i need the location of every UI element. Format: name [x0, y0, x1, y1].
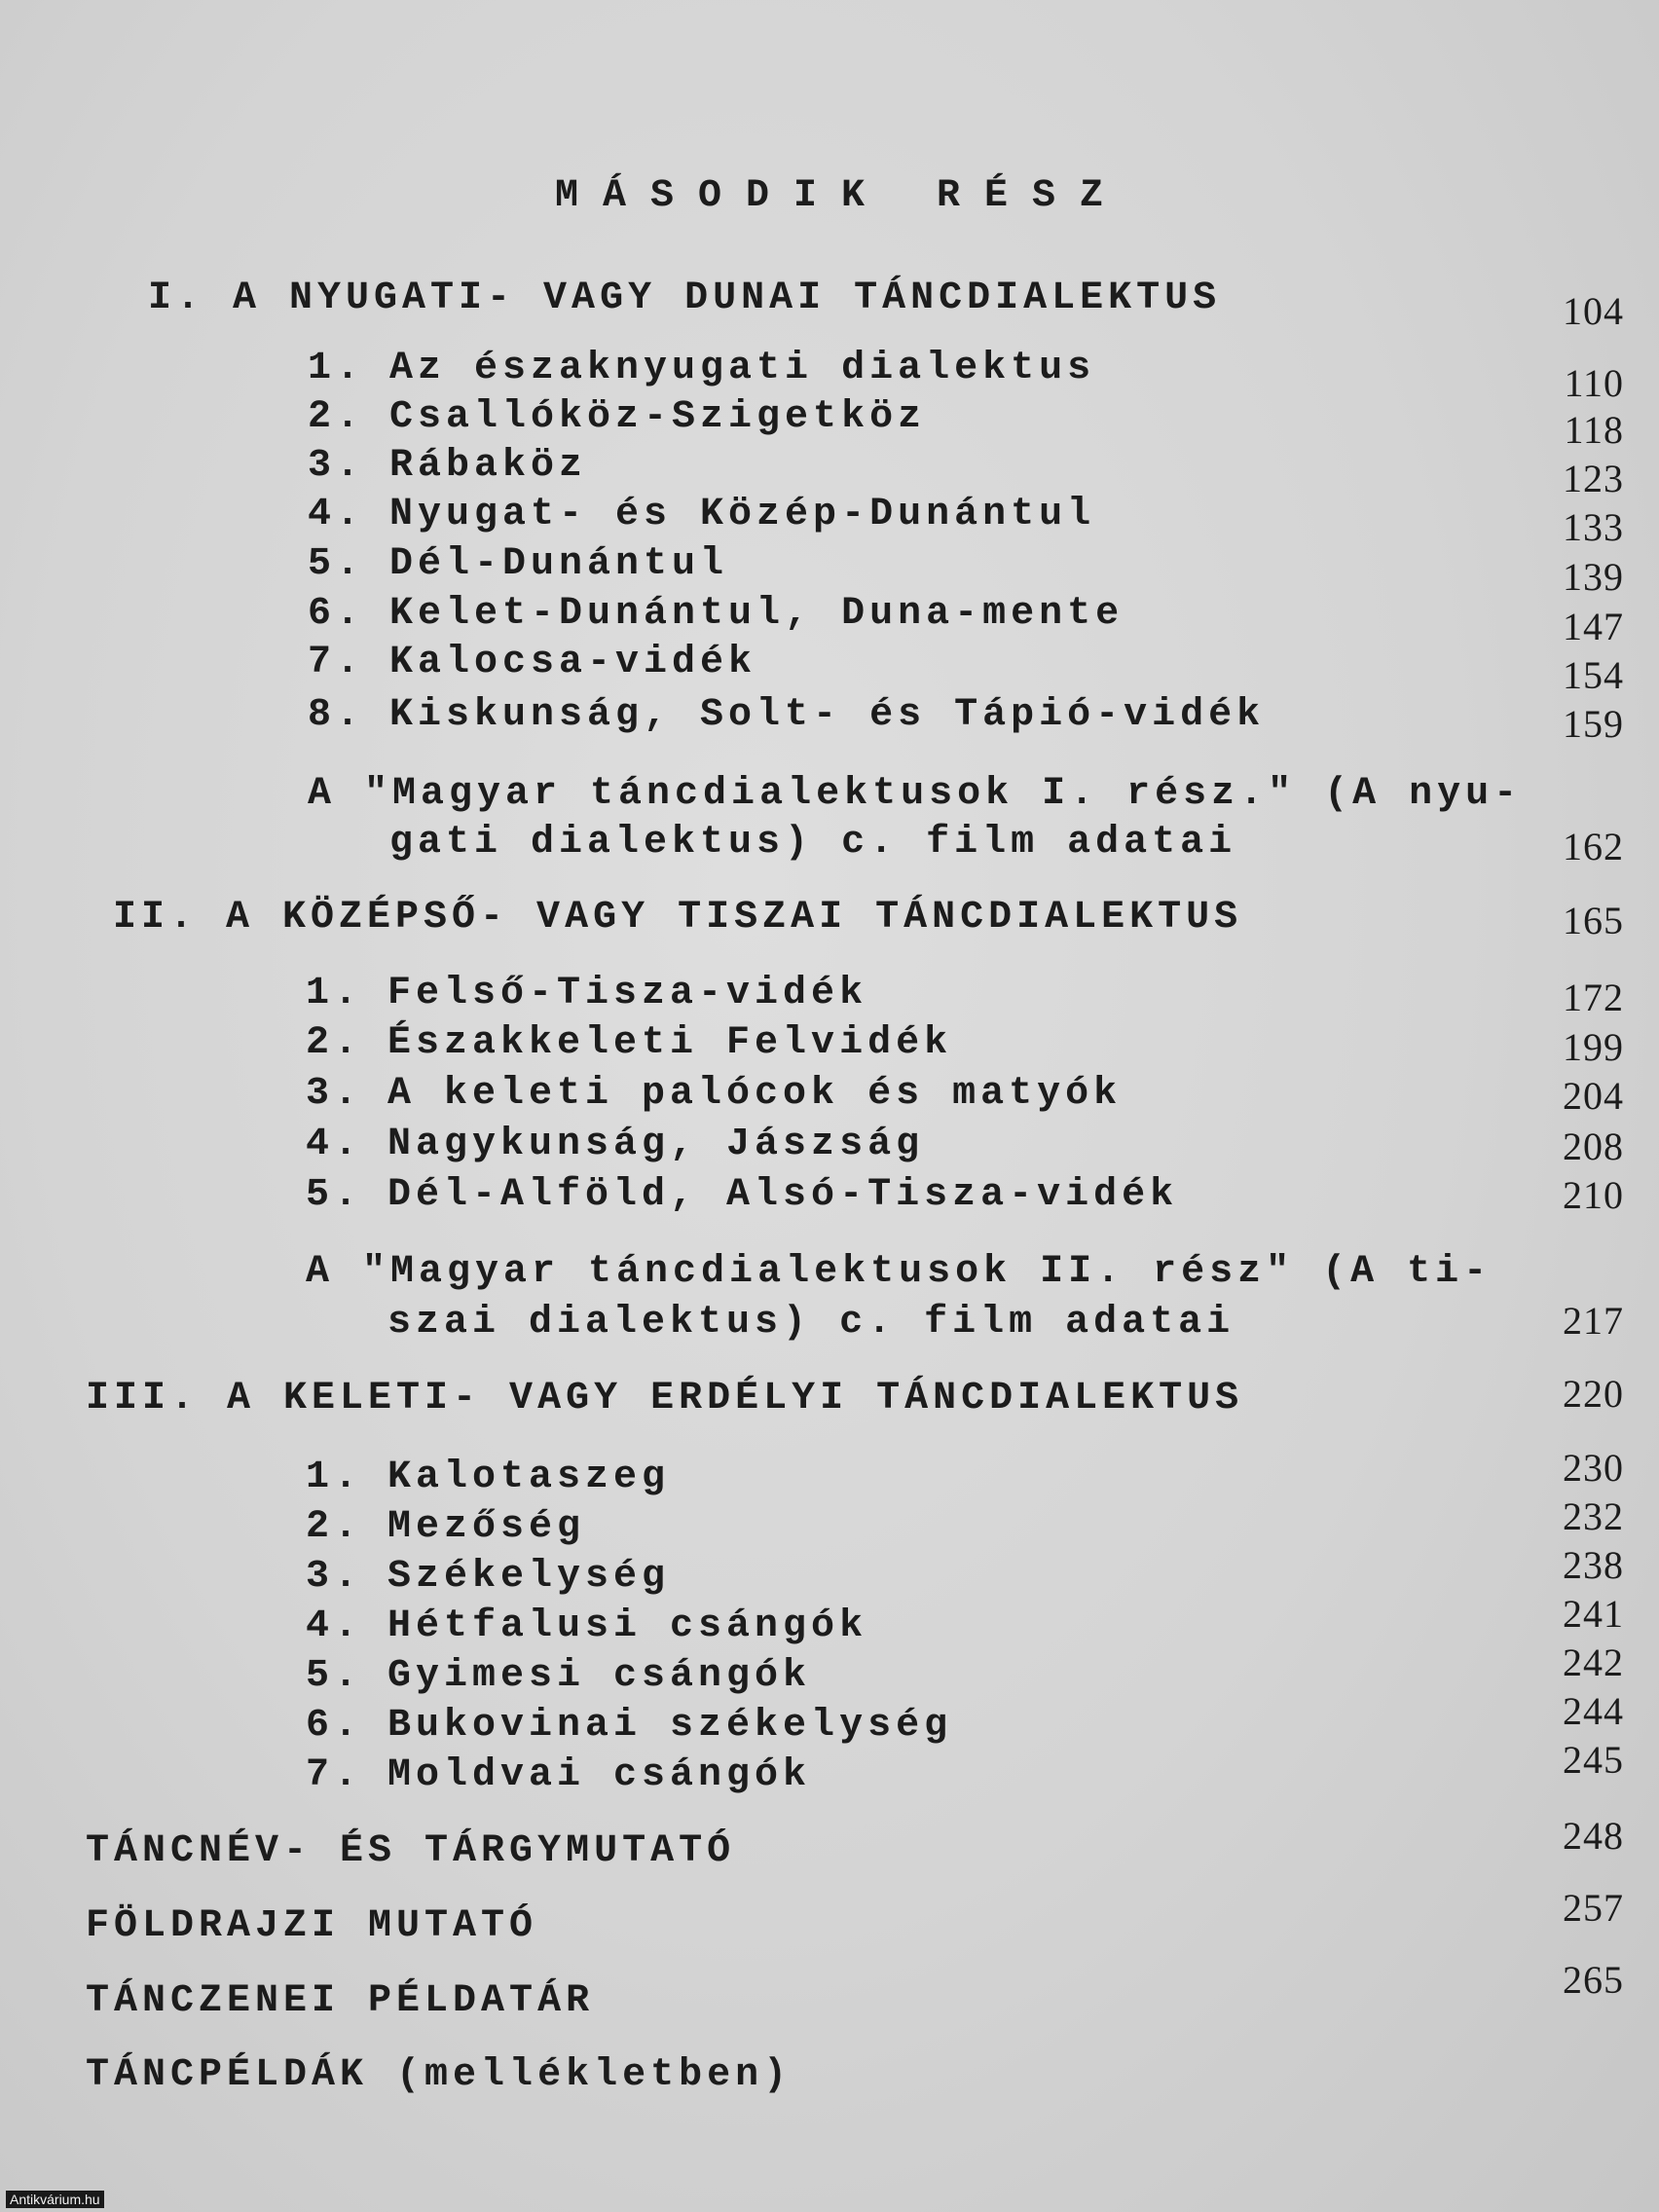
entry-number: 8.: [308, 693, 365, 737]
toc-entry: [306, 1752, 811, 1799]
entry-page: 238: [1563, 1543, 1624, 1587]
film-entry-line-2: gati dialektus) c. film adatai: [389, 821, 1237, 865]
entry-page: 244: [1563, 1689, 1624, 1733]
index-page: 265: [1563, 1958, 1624, 2002]
entry-title: Nyugat- és Közép-Dunántul: [389, 493, 1096, 536]
entry-page: 139: [1563, 555, 1624, 599]
entry-number: 5.: [306, 1173, 363, 1217]
entry-number: 3.: [306, 1072, 363, 1116]
entry-number: 2.: [306, 1505, 363, 1549]
toc-entry: [306, 1172, 1178, 1219]
section-3-page: 220: [1563, 1372, 1624, 1416]
entry-number: 2.: [306, 1021, 363, 1065]
index-heading: TÁNCZENEI PÉLDATÁR: [86, 1979, 595, 2023]
entry-page: 210: [1563, 1173, 1624, 1217]
film-entry-line-2: szai dialektus) c. film adatai: [387, 1301, 1235, 1345]
toc-entry: [306, 1455, 670, 1501]
toc-entry: [306, 1504, 585, 1551]
entry-title: Kalocsa-vidék: [389, 641, 757, 684]
entry-number: 6.: [308, 592, 365, 636]
entry-title: Rábaköz: [389, 444, 588, 488]
entry-page: 118: [1564, 408, 1624, 452]
entry-title: Dél-Alföld, Alsó-Tisza-vidék: [387, 1173, 1179, 1217]
entry-number: 1.: [308, 347, 365, 390]
index-page: 248: [1563, 1814, 1624, 1858]
entry-title: Kelet-Dunántul, Duna-mente: [389, 592, 1124, 636]
toc-entry: [306, 1703, 952, 1750]
entry-number: 2.: [308, 395, 365, 439]
entry-page: 123: [1563, 457, 1624, 500]
entry-number: 6.: [306, 1704, 363, 1748]
toc-entry: [306, 1653, 811, 1700]
entry-title: Moldvai csángók: [387, 1753, 812, 1797]
film-entry-page: 217: [1563, 1299, 1624, 1343]
entry-number: 5.: [306, 1654, 363, 1698]
entry-title: Bukovinai székelység: [387, 1704, 953, 1748]
toc-entry: [308, 541, 728, 588]
section-1-page: 104: [1563, 289, 1624, 333]
section-2-page: 165: [1563, 899, 1624, 942]
entry-title: Felső-Tisza-vidék: [387, 972, 868, 1015]
toc-entry: [306, 1020, 952, 1067]
entry-title: A keleti palócok és matyók: [387, 1072, 1123, 1116]
entry-number: 3.: [308, 444, 365, 488]
entry-title: Északkeleti Felvidék: [387, 1021, 953, 1065]
entry-page: 232: [1563, 1494, 1624, 1538]
section-2-heading: II. A KÖZÉPSŐ- VAGY TISZAI TÁNCDIALEKTUS: [113, 896, 1243, 940]
entry-page: 133: [1563, 505, 1624, 549]
entry-page: 208: [1563, 1124, 1624, 1168]
toc-entry: [306, 1604, 867, 1650]
toc-entry: [306, 971, 867, 1017]
entry-title: Kiskunság, Solt- és Tápió-vidék: [389, 693, 1266, 737]
watermark: Antikvárium.hu: [6, 2191, 104, 2208]
entry-page: 204: [1563, 1074, 1624, 1118]
index-heading: TÁNCPÉLDÁK (mellékletben): [86, 2053, 793, 2097]
entry-title: Dél-Dunántul: [389, 542, 729, 586]
entry-page: 159: [1563, 702, 1624, 746]
entry-number: 1.: [306, 972, 363, 1015]
toc-entry: [308, 692, 1265, 739]
index-page: 257: [1563, 1886, 1624, 1930]
entry-page: 230: [1563, 1446, 1624, 1490]
entry-number: 5.: [308, 542, 365, 586]
index-heading: FÖLDRAJZI MUTATÓ: [86, 1904, 538, 1948]
entry-page: 241: [1563, 1592, 1624, 1636]
toc-entry: [306, 1071, 1122, 1118]
index-heading: TÁNCNÉV- ÉS TÁRGYMUTATÓ: [86, 1829, 736, 1873]
entry-page: 199: [1563, 1025, 1624, 1069]
entry-title: Mezőség: [387, 1505, 586, 1549]
section-1-heading: I. A NYUGATI- VAGY DUNAI TÁNCDIALEKTUS: [148, 276, 1222, 320]
toc-entry: [306, 1122, 924, 1168]
toc-entry: [308, 640, 756, 686]
entry-page: 110: [1564, 361, 1624, 405]
page-title: MÁSODIK RÉSZ: [555, 174, 1128, 218]
entry-title: Székelység: [387, 1555, 671, 1599]
entry-number: 7.: [306, 1753, 363, 1797]
entry-title: Nagykunság, Jászság: [387, 1123, 925, 1166]
entry-number: 4.: [308, 493, 365, 536]
entry-title: Kalotaszeg: [387, 1456, 671, 1499]
entry-title: Hétfalusi csángók: [387, 1604, 868, 1648]
entry-page: 154: [1563, 653, 1624, 697]
entry-number: 7.: [308, 641, 365, 684]
toc-entry: [308, 346, 1095, 392]
film-entry-line-1: A "Magyar táncdialektusok II. rész" (A ti-: [306, 1250, 1493, 1294]
entry-page: 242: [1563, 1641, 1624, 1684]
entry-number: 4.: [306, 1123, 363, 1166]
entry-page: 172: [1563, 976, 1624, 1019]
toc-entry: [308, 443, 587, 490]
entry-number: 4.: [306, 1604, 363, 1648]
film-entry-line-1: A "Magyar táncdialektusok I. rész." (A nyu-: [308, 772, 1523, 816]
section-3-heading: III. A KELETI- VAGY ERDÉLYI TÁNCDIALEKTUS: [86, 1377, 1244, 1420]
entry-title: Csallóköz-Szigetköz: [389, 395, 927, 439]
entry-page: 147: [1563, 605, 1624, 648]
entry-title: Gyimesi csángók: [387, 1654, 812, 1698]
film-entry-page: 162: [1563, 825, 1624, 868]
entry-number: 3.: [306, 1555, 363, 1599]
toc-entry: [308, 591, 1124, 638]
entry-page: 245: [1563, 1738, 1624, 1782]
entry-title: Az északnyugati dialektus: [389, 347, 1096, 390]
toc-entry: [306, 1554, 670, 1601]
toc-entry: [308, 394, 926, 441]
toc-entry: [308, 492, 1095, 538]
entry-number: 1.: [306, 1456, 363, 1499]
